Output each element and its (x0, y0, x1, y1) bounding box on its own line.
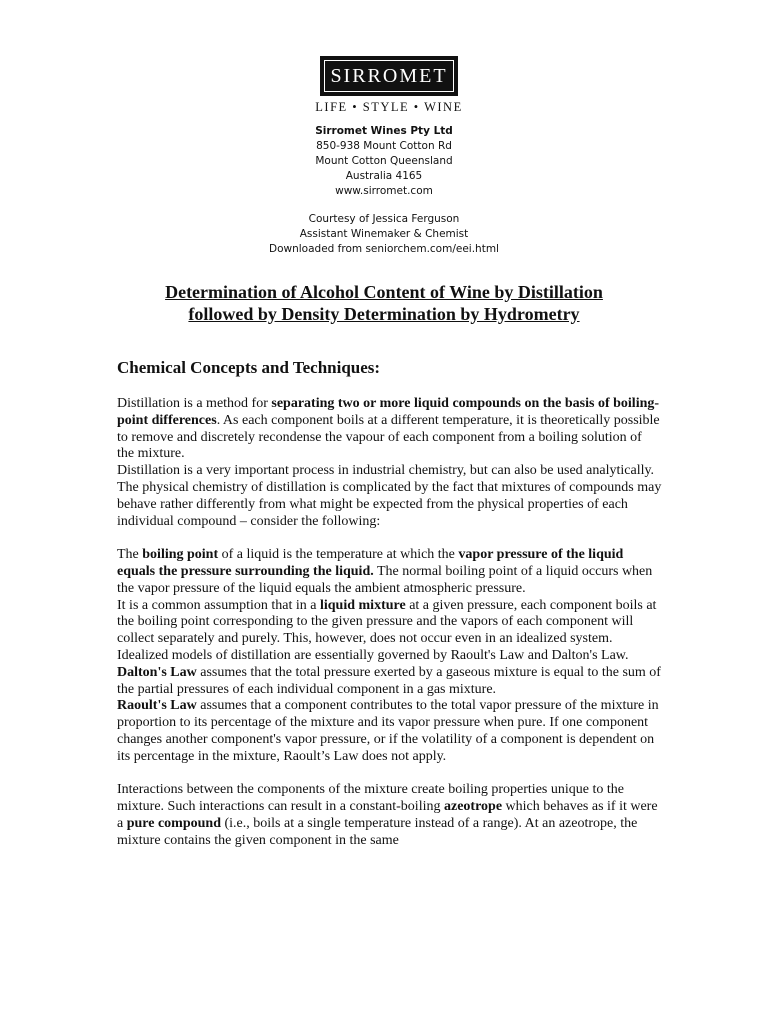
company-address (234, 124, 534, 199)
bold-phrase: Raoult's Law (117, 698, 197, 714)
paragraph-gap (117, 766, 662, 783)
text-run: (i.e., boils at a single temperature instead of a range). At an azeotrope, the mixture contains the given component in the same (117, 815, 638, 848)
text-run: It is a common assumption that in a (117, 597, 320, 613)
text-run: Distillation is a method for (117, 396, 272, 411)
company-website: www.sirromet.com (335, 185, 433, 197)
download-source: Downloaded from seniorchem.com/eei.html (269, 243, 499, 255)
text-run: The (117, 547, 143, 563)
paragraph-boiling-point (117, 547, 662, 597)
address-line-1: 850-938 Mount Cotton Rd (316, 140, 452, 152)
courtesy-block (234, 212, 534, 257)
body-text (117, 396, 662, 850)
title-line-2: followed by Density Determination by Hydrometry (188, 304, 580, 324)
section-heading: Chemical Concepts and Techniques: (117, 358, 381, 377)
logo-tagline: LIFE • STYLE • WINE (315, 100, 463, 114)
address-line-2: Mount Cotton Queensland (315, 155, 453, 167)
courtesy-line: Courtesy of Jessica Ferguson (308, 213, 460, 225)
paragraph-azeotrope (117, 782, 662, 849)
paragraph-physical-chemistry: The physical chemistry of distillation is complicated by the fact that mixtures of compounds may behave rather differently from what might be expected from the physical properties of each individual compound – consider the following: (117, 479, 662, 529)
title-line-1: Determination of Alcohol Content of Wine by Distillation (165, 282, 603, 302)
text-run: which behaves as if it were a (117, 799, 658, 831)
bold-phrase: azeotrope (443, 799, 503, 815)
document-title (100, 281, 668, 325)
paragraph-raoults-law (117, 698, 662, 765)
text-run: Interactions between the components of the mixture create boiling properties unique to the mixture. Such interactions can result in a constant-boiling (117, 782, 624, 815)
paragraph-liquid-mixture (117, 598, 662, 665)
text-run: at a given pressure, each component boils at the boiling point corresponding to the given pressure and the vapors of each component will collect separately and purely. This, however, does not occur even in an idealized system. Idealized models of distillation are essentially governed by Raoult's Law and Dalton's Law. (117, 597, 657, 663)
text-run: The normal boiling point of a liquid occurs when the vapor pressure of the liquid equals the ambient atmospheric pressure. (117, 563, 653, 596)
bold-phrase: separating two or more liquid compounds on the basis of boiling-point differences (117, 396, 660, 428)
text-run: . As each component boils at a different temperature, it is theoretically possible to remove and discretely recondense the vapour of each component from a boiling solution of the mixture. (117, 412, 660, 462)
company-name: Sirromet Wines Pty Ltd (315, 125, 453, 137)
sirromet-logo (320, 56, 458, 96)
bold-phrase: liquid mixture (319, 597, 406, 613)
text-run: of a liquid is the temperature at which the (218, 547, 459, 563)
paragraph-daltons-law (117, 665, 662, 699)
bold-phrase: boiling point (142, 547, 219, 563)
paragraph-distillation-importance: Distillation is a very important process in industrial chemistry, but can also be used analytically. (117, 463, 655, 479)
author-role: Assistant Winemaker & Chemist (299, 228, 469, 240)
paragraph-gap (117, 530, 662, 547)
bold-phrase: pure compound (126, 815, 221, 831)
paragraph-distillation-intro (117, 396, 662, 463)
bold-phrase: vapor pressure of the liquid equals the pressure surrounding the liquid. (117, 547, 624, 579)
address-line-3: Australia 4165 (345, 170, 423, 182)
text-run: assumes that the total pressure exerted by a gaseous mixture is equal to the sum of the partial pressures of each individual component in a gas mixture. (117, 664, 661, 697)
logo-text: SIRROMET (324, 60, 454, 92)
bold-phrase: Dalton's Law (117, 664, 197, 680)
text-run: assumes that a component contributes to the total vapor pressure of the mixture in proportion to its percentage of the mixture and its vapor pressure when pure. If one component changes another component's vapor pressure, or if the volatility of a component is dependent on its percentage in the mixture, Raoult’s Law does not apply. (117, 698, 659, 764)
